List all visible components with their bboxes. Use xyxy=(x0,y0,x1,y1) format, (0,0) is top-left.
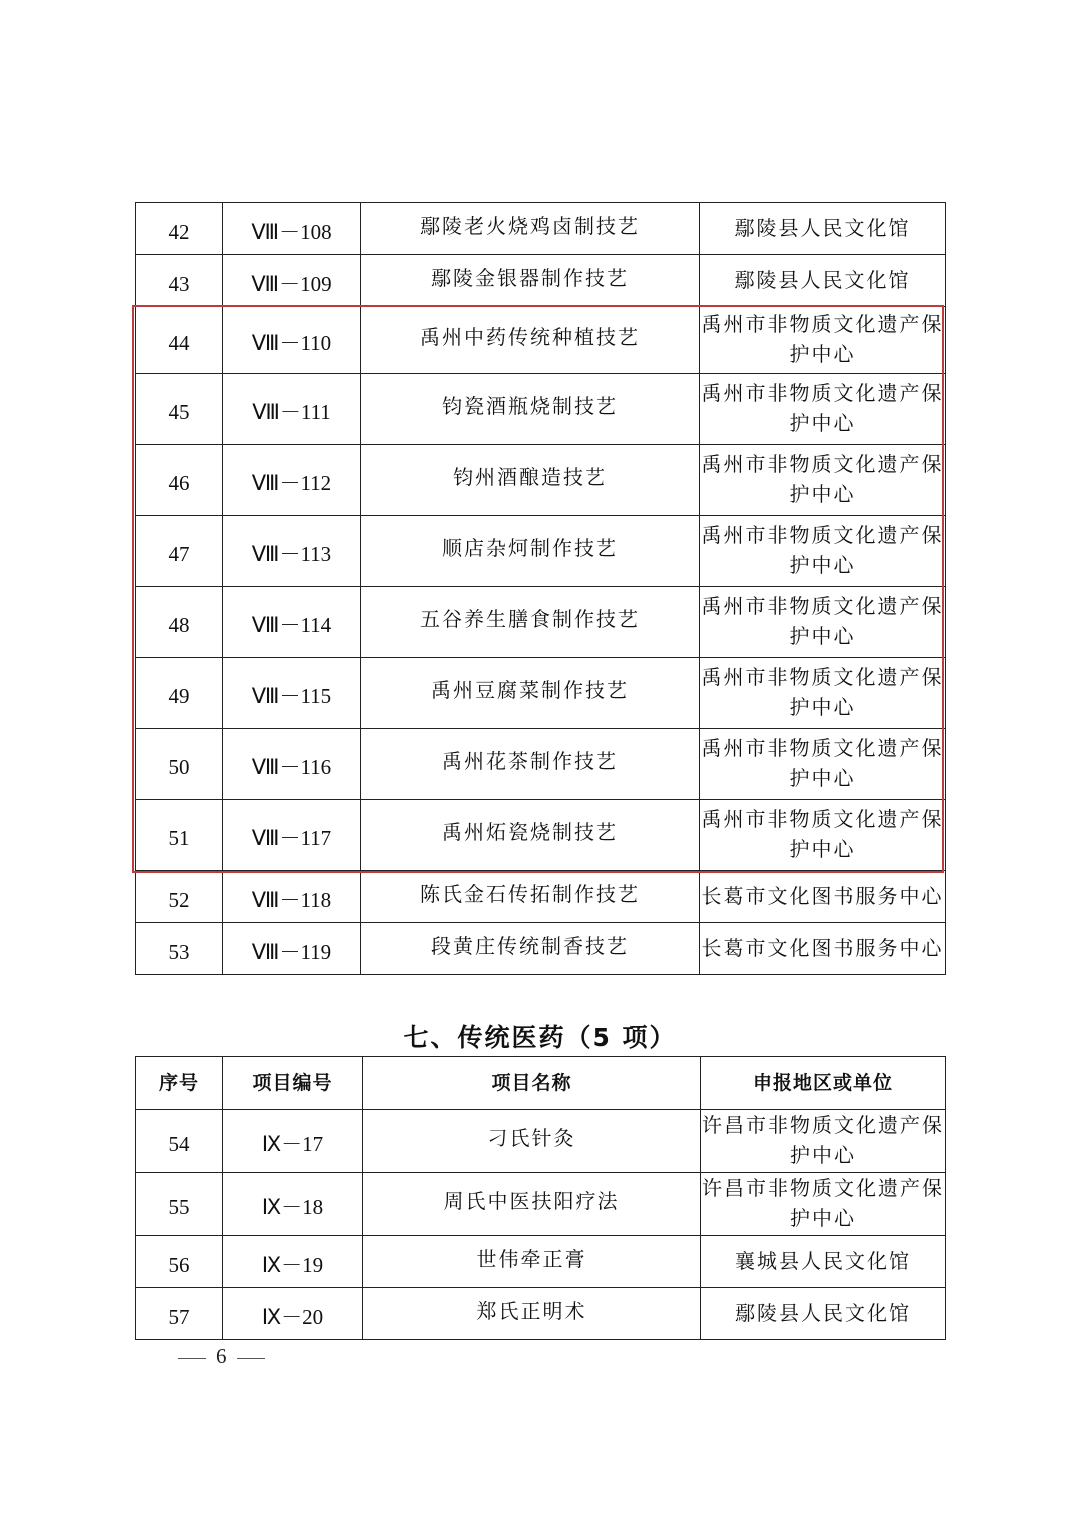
project-name: 五谷养生膳食制作技艺 xyxy=(361,587,700,658)
header-applicant-unit: 申报地区或单位 xyxy=(701,1057,946,1110)
project-code: Ⅷ－119 xyxy=(223,923,361,975)
applicant-unit: 许昌市非物质文化遗产保护中心 xyxy=(701,1173,946,1236)
project-code: Ⅷ－114 xyxy=(223,587,361,658)
project-code: Ⅷ－118 xyxy=(223,871,361,923)
project-name: 禹州豆腐菜制作技艺 xyxy=(361,658,700,729)
serial-number: 51 xyxy=(136,800,223,871)
table-row xyxy=(136,658,946,729)
project-name: 钧州酒酿造技艺 xyxy=(361,445,700,516)
section-title: 七、传统医药（5 项） xyxy=(403,1023,677,1052)
project-name: 钧瓷酒瓶烧制技艺 xyxy=(361,374,700,445)
serial-number: 56 xyxy=(136,1236,223,1288)
project-name: 刁氏针灸 xyxy=(363,1110,701,1173)
project-name: 禹州中药传统种植技艺 xyxy=(361,307,700,374)
project-name: 鄢陵金银器制作技艺 xyxy=(361,255,700,307)
applicant-unit: 禹州市非物质文化遗产保护中心 xyxy=(700,374,946,445)
table-row xyxy=(136,1236,946,1288)
project-code: Ⅷ－116 xyxy=(223,729,361,800)
applicant-unit: 鄢陵县人民文化馆 xyxy=(700,255,946,307)
project-name: 陈氏金石传拓制作技艺 xyxy=(361,871,700,923)
applicant-unit: 禹州市非物质文化遗产保护中心 xyxy=(700,445,946,516)
page-number-dash-left xyxy=(178,1358,206,1359)
traditional-medicine-table xyxy=(135,1056,946,1340)
serial-number: 53 xyxy=(136,923,223,975)
header-serial-number: 序号 xyxy=(136,1057,223,1110)
project-name: 禹州花茶制作技艺 xyxy=(361,729,700,800)
project-code: Ⅷ－112 xyxy=(223,445,361,516)
applicant-unit: 禹州市非物质文化遗产保护中心 xyxy=(700,729,946,800)
page-number xyxy=(168,1344,275,1369)
project-code: Ⅷ－115 xyxy=(223,658,361,729)
heritage-table-continued xyxy=(135,202,946,975)
applicant-unit: 禹州市非物质文化遗产保护中心 xyxy=(700,658,946,729)
serial-number: 54 xyxy=(136,1110,223,1173)
project-name: 世伟牵正膏 xyxy=(363,1236,701,1288)
header-project-name: 项目名称 xyxy=(363,1057,701,1110)
table-row xyxy=(136,800,946,871)
project-code: Ⅷ－110 xyxy=(223,307,361,374)
table-row xyxy=(136,587,946,658)
table-row xyxy=(136,729,946,800)
project-code: Ⅸ－19 xyxy=(223,1236,363,1288)
serial-number: 45 xyxy=(136,374,223,445)
serial-number: 43 xyxy=(136,255,223,307)
project-name: 顺店杂炣制作技艺 xyxy=(361,516,700,587)
project-name: 鄢陵老火烧鸡卤制技艺 xyxy=(361,203,700,255)
applicant-unit: 襄城县人民文化馆 xyxy=(701,1236,946,1288)
project-code: Ⅷ－108 xyxy=(223,203,361,255)
project-name: 郑氏正明术 xyxy=(363,1288,701,1340)
serial-number: 42 xyxy=(136,203,223,255)
applicant-unit: 许昌市非物质文化遗产保护中心 xyxy=(701,1110,946,1173)
project-name: 禹州炻瓷烧制技艺 xyxy=(361,800,700,871)
table-row xyxy=(136,445,946,516)
table-header-row xyxy=(136,1057,946,1110)
serial-number: 47 xyxy=(136,516,223,587)
serial-number: 49 xyxy=(136,658,223,729)
project-code: Ⅸ－18 xyxy=(223,1173,363,1236)
project-code: Ⅷ－109 xyxy=(223,255,361,307)
page-number-dash-right xyxy=(237,1358,265,1359)
project-code: Ⅷ－111 xyxy=(223,374,361,445)
serial-number: 50 xyxy=(136,729,223,800)
applicant-unit: 鄢陵县人民文化馆 xyxy=(701,1288,946,1340)
serial-number: 57 xyxy=(136,1288,223,1340)
applicant-unit: 禹州市非物质文化遗产保护中心 xyxy=(700,800,946,871)
serial-number: 48 xyxy=(136,587,223,658)
table-row xyxy=(136,923,946,975)
table-row xyxy=(136,516,946,587)
table-row xyxy=(136,203,946,255)
page-number-value: 6 xyxy=(216,1344,227,1368)
project-code: Ⅷ－113 xyxy=(223,516,361,587)
table-row xyxy=(136,1110,946,1173)
table-row xyxy=(136,1173,946,1236)
serial-number: 52 xyxy=(136,871,223,923)
applicant-unit: 禹州市非物质文化遗产保护中心 xyxy=(700,307,946,374)
table-row xyxy=(136,871,946,923)
project-code: Ⅸ－17 xyxy=(223,1110,363,1173)
project-name: 周氏中医扶阳疗法 xyxy=(363,1173,701,1236)
applicant-unit: 长葛市文化图书服务中心 xyxy=(700,923,946,975)
serial-number: 46 xyxy=(136,445,223,516)
table-row xyxy=(136,255,946,307)
table-row xyxy=(136,1288,946,1340)
table-row xyxy=(136,374,946,445)
project-name: 段黄庄传统制香技艺 xyxy=(361,923,700,975)
applicant-unit: 禹州市非物质文化遗产保护中心 xyxy=(700,587,946,658)
applicant-unit: 禹州市非物质文化遗产保护中心 xyxy=(700,516,946,587)
table-row xyxy=(136,307,946,374)
applicant-unit: 鄢陵县人民文化馆 xyxy=(700,203,946,255)
serial-number: 55 xyxy=(136,1173,223,1236)
applicant-unit: 长葛市文化图书服务中心 xyxy=(700,871,946,923)
project-code: Ⅷ－117 xyxy=(223,800,361,871)
header-project-code: 项目编号 xyxy=(223,1057,363,1110)
serial-number: 44 xyxy=(136,307,223,374)
project-code: Ⅸ－20 xyxy=(223,1288,363,1340)
